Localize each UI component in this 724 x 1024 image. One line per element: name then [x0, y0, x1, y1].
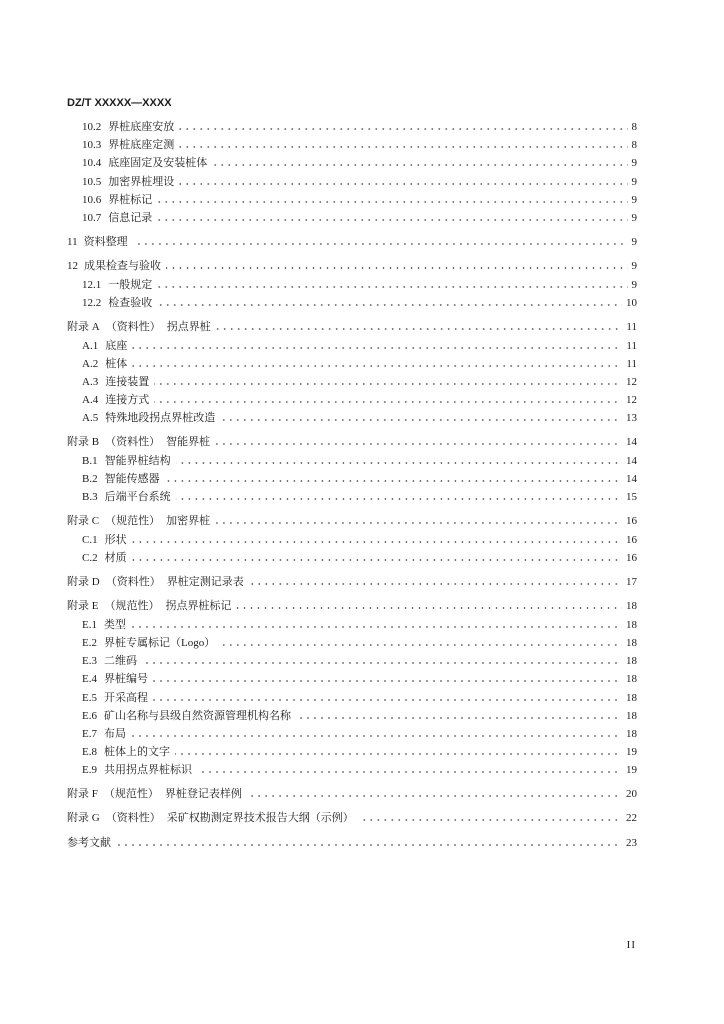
toc-entry-title: 特殊地段拐点界桩改造 [105, 412, 216, 425]
dot-leader [215, 443, 622, 445]
toc-appendix-number: 附录 D [67, 575, 100, 588]
toc-subentry [67, 294, 637, 312]
toc-entry-page: 9 [631, 157, 637, 170]
toc-entry-number: A.1 [82, 339, 99, 352]
toc-entry-number: 10.2 [82, 121, 102, 133]
toc-entry-number: B.1 [82, 454, 98, 467]
toc-appendix-type: （资料性） [105, 436, 161, 449]
toc-entry-number: B.2 [82, 473, 98, 486]
toc-entry-page: 14 [626, 473, 637, 486]
toc-entry-number: E.5 [82, 691, 97, 704]
toc-entry-page: 18 [626, 636, 637, 649]
dot-leader [157, 219, 627, 221]
dot-leader [131, 735, 622, 737]
toc-entry-number: 12.2 [82, 297, 102, 310]
toc-entry [67, 233, 637, 251]
toc-appendix-number: 附录 G [67, 812, 100, 825]
toc-entry-number: 10.7 [82, 212, 102, 225]
toc-entry-page: 18 [626, 673, 637, 686]
toc-entry-title: 连接方式 [105, 394, 150, 407]
toc-subentry [67, 725, 637, 743]
toc-entry-number: C.2 [82, 551, 98, 564]
toc-entry-number: 11 [67, 235, 78, 248]
toc-subentry [67, 634, 637, 652]
toc-entry-page: 23 [626, 836, 637, 849]
dot-leader [157, 304, 622, 306]
table-of-contents [67, 118, 637, 852]
toc-entry-page: 18 [626, 655, 637, 668]
dot-leader [165, 480, 622, 482]
toc-subentry [67, 470, 637, 488]
toc-appendix-type: （规范性） [105, 514, 161, 527]
dot-leader [179, 128, 627, 130]
toc-entry-number: E.6 [82, 709, 97, 722]
toc-appendix-entry [67, 512, 637, 530]
toc-entry-title: 连接装置 [105, 375, 150, 388]
toc-entry-title: 界桩底座安放 [108, 121, 175, 133]
toc-entry-number: 10.5 [82, 175, 102, 188]
toc-entry-title: 界桩专属标记（Logo） [103, 636, 216, 649]
dot-leader [131, 626, 622, 628]
toc-entry-number: 10.6 [82, 193, 102, 206]
toc-entry-page: 14 [626, 454, 637, 467]
dot-leader [197, 771, 622, 773]
toc-entry-page: 18 [626, 618, 637, 631]
toc-appendix-type: （资料性） [105, 812, 161, 825]
toc-entry-title: 材质 [104, 551, 127, 564]
toc-entry-page: 14 [626, 436, 637, 449]
toc-entry-page: 13 [626, 412, 637, 425]
toc-appendix-number: 附录 E [67, 599, 99, 612]
toc-entry-title: 布局 [103, 727, 126, 740]
toc-subentry [67, 452, 637, 470]
page-number: II [626, 939, 636, 951]
dot-leader [157, 286, 627, 288]
toc-appendix-number: 附录 B [67, 436, 100, 449]
toc-entry-page: 12 [626, 375, 637, 388]
toc-entry-title: 一般规定 [108, 278, 153, 291]
toc-appendix-type: （规范性） [104, 599, 160, 612]
toc-subentry [67, 209, 637, 227]
dot-leader [132, 541, 622, 543]
toc-entry-number: B.3 [82, 491, 98, 504]
toc-entry-page: 8 [631, 121, 637, 133]
toc-entry-title: 界桩底座定测 [108, 139, 175, 152]
toc-entry [67, 257, 637, 275]
toc-entry-page: 20 [626, 788, 637, 801]
dot-leader [179, 146, 627, 148]
toc-appendix-entry [67, 597, 637, 615]
toc-entry-title: 后端平台系统 [104, 491, 171, 504]
toc-entry-page: 11 [626, 357, 637, 370]
dot-leader [157, 201, 627, 203]
toc-entry-page: 18 [626, 709, 637, 722]
toc-entry-page: 11 [626, 320, 637, 333]
toc-entry-references [67, 834, 637, 852]
toc-subentry [67, 531, 637, 549]
dot-leader [132, 365, 622, 367]
toc-entry-title: 资料整理 [83, 235, 128, 248]
toc-appendix-type: （资料性） [105, 320, 161, 333]
toc-entry-page: 17 [626, 575, 637, 588]
toc-entry-title: 开采高程 [103, 691, 148, 704]
toc-entry-title: 参考文献 [67, 836, 111, 849]
toc-appendix-entry [67, 433, 637, 451]
dot-leader [212, 164, 627, 166]
toc-entry-title: 智能界桩结构 [104, 454, 171, 467]
toc-entry-page: 9 [631, 175, 637, 188]
toc-entry-number: E.4 [82, 673, 97, 686]
toc-entry-page: 18 [626, 727, 637, 740]
toc-entry-page: 19 [626, 746, 637, 759]
toc-entry-title: 二维码 [103, 655, 137, 668]
toc-entry-page: 9 [631, 235, 637, 248]
toc-appendix-number: 附录 C [67, 514, 100, 527]
dot-leader [216, 328, 623, 330]
toc-appendix-number: 附录 A [67, 320, 100, 333]
toc-entry-title: 信息记录 [108, 212, 153, 225]
toc-entry-page: 22 [626, 812, 637, 825]
toc-entry-title: 加密界桩 [166, 514, 211, 527]
dot-leader [236, 607, 622, 609]
toc-entry-number: 10.3 [82, 139, 102, 152]
toc-subentry [67, 652, 637, 670]
toc-subentry [67, 337, 637, 355]
toc-entry-title: 界桩定测记录表 [166, 575, 244, 588]
dot-leader [220, 419, 622, 421]
document-code-header: DZ/T XXXXX—XXXX [67, 97, 172, 109]
toc-entry-title: 底座固定及安装桩体 [108, 157, 208, 170]
dot-leader [154, 383, 622, 385]
toc-entry-number: 12 [67, 260, 78, 273]
toc-entry-page: 9 [631, 193, 637, 206]
toc-subentry [67, 689, 637, 707]
toc-entry-title: 矿山名称与县级自然资源管理机构名称 [103, 709, 291, 722]
toc-entry-title: 桩体 [105, 357, 128, 370]
toc-subentry [67, 761, 637, 779]
toc-entry-page: 12 [626, 394, 637, 407]
toc-subentry [67, 670, 637, 688]
toc-subentry [67, 488, 637, 506]
dot-leader [132, 559, 622, 561]
toc-appendix-entry [67, 809, 637, 827]
toc-entry-number: E.1 [82, 618, 97, 631]
dot-leader [215, 522, 622, 524]
toc-entry-title: 桩体上的文字 [103, 746, 170, 759]
dot-leader [153, 680, 622, 682]
toc-appendix-entry [67, 573, 637, 591]
dot-leader [166, 267, 628, 269]
dot-leader [220, 644, 622, 646]
toc-entry-page: 16 [626, 551, 637, 564]
toc-entry-title: 形状 [104, 533, 127, 546]
dot-leader [247, 795, 622, 797]
toc-appendix-type: （规范性） [103, 788, 159, 801]
toc-entry-page: 9 [631, 212, 637, 225]
toc-entry-title: 拐点界桩 [166, 320, 211, 333]
toc-entry-title: 智能传感器 [104, 473, 160, 486]
toc-appendix-entry [67, 318, 637, 336]
dot-leader [176, 462, 622, 464]
toc-entry-title: 共用拐点界桩标识 [103, 764, 192, 777]
toc-entry-page: 19 [626, 764, 637, 777]
dot-leader [249, 583, 622, 585]
toc-entry-number: 12.1 [82, 278, 102, 291]
toc-entry-page: 11 [626, 339, 637, 352]
toc-appendix-type: （资料性） [105, 575, 161, 588]
dot-leader [154, 401, 622, 403]
toc-subentry [67, 409, 637, 427]
toc-entry-title: 采矿权勘测定界技术报告大纲（示例） [166, 812, 354, 825]
toc-entry-page: 18 [626, 691, 637, 704]
toc-subentry [67, 373, 637, 391]
toc-entry-title: 界桩登记表样例 [164, 788, 242, 801]
toc-entry-page: 16 [626, 514, 637, 527]
toc-entry-number: A.4 [82, 394, 99, 407]
toc-entry-title: 智能界桩 [166, 436, 211, 449]
dot-leader [175, 753, 622, 755]
toc-entry-title: 检查验收 [108, 297, 153, 310]
toc-entry-number: E.7 [82, 727, 97, 740]
toc-entry-title: 拐点界桩标记 [165, 599, 232, 612]
toc-entry-number: 10.4 [82, 157, 102, 170]
toc-entry-title: 类型 [103, 618, 126, 631]
toc-entry-page: 10 [626, 297, 637, 310]
toc-subentry [67, 154, 637, 172]
toc-entry-page: 8 [631, 139, 637, 152]
dot-leader [132, 347, 622, 349]
toc-subentry [67, 191, 637, 209]
toc-entry-number: E.3 [82, 655, 97, 668]
toc-entry-number: A.5 [82, 412, 99, 425]
toc-entry-title: 成果检查与验收 [84, 260, 161, 273]
toc-subentry [67, 276, 637, 294]
toc-entry-page: 18 [626, 599, 637, 612]
toc-appendix-number: 附录 F [67, 788, 98, 801]
toc-subentry [67, 118, 637, 136]
toc-entry-number: A.2 [82, 357, 99, 370]
dot-leader [153, 699, 622, 701]
dot-leader [179, 183, 627, 185]
toc-entry-page: 15 [626, 491, 637, 504]
toc-entry-page: 9 [631, 260, 637, 273]
toc-entry-number: C.1 [82, 533, 98, 546]
dot-leader [176, 498, 622, 500]
toc-subentry [67, 136, 637, 154]
dot-leader [133, 243, 628, 245]
toc-entry-title: 界桩标记 [108, 193, 153, 206]
toc-entry-number: E.2 [82, 636, 97, 649]
toc-entry-number: A.3 [82, 375, 99, 388]
dot-leader [296, 717, 622, 719]
dot-leader [116, 844, 622, 846]
toc-subentry [67, 173, 637, 191]
toc-entry-number: E.8 [82, 746, 97, 759]
toc-subentry [67, 355, 637, 373]
toc-appendix-entry [67, 785, 637, 803]
toc-entry-title: 加密界桩埋设 [108, 175, 175, 188]
toc-subentry [67, 743, 637, 761]
toc-entry-title: 界桩编号 [103, 673, 148, 686]
toc-subentry [67, 391, 637, 409]
toc-subentry [67, 616, 637, 634]
toc-entry-title: 底座 [105, 339, 128, 352]
toc-entry-number: E.9 [82, 764, 97, 777]
toc-subentry [67, 707, 637, 725]
toc-subentry [67, 549, 637, 567]
toc-entry-page: 16 [626, 533, 637, 546]
dot-leader [142, 662, 622, 664]
toc-entry-page: 9 [631, 278, 637, 291]
dot-leader [359, 819, 622, 821]
